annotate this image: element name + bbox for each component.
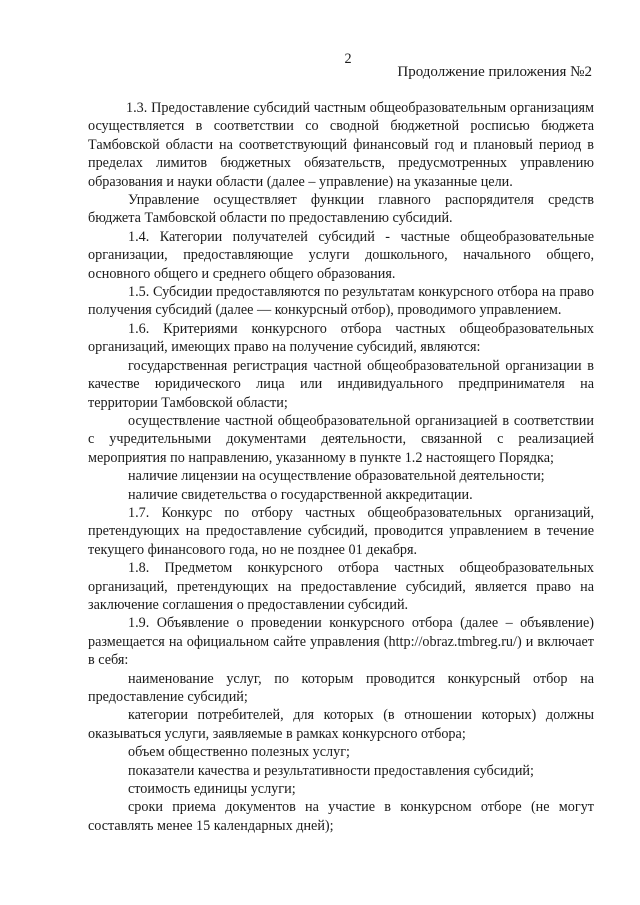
paragraph-1-3: 1.3. Предоставление субсидий частным общеобразовательным организациям осуществляется в соответствии со сводной бюджетной росписью бюджета Тамбовской области на соответствующий финансовый год и плановый период в пределах лимитов бюджетных обязательств, предусмотренных управлению образования и науки области (далее – управление) на указанные цели.: [88, 100, 594, 190]
paragraph-management-functions: Управление осуществляет функции главного распорядителя средств бюджета Тамбовской области по предоставлению субсидий.: [88, 192, 594, 227]
paragraph-1-9: 1.9. Объявление о проведении конкурсного отбора (далее – объявление) размещается на официальном сайте управления (http://obraz.tmbreg.ru/) и включает в себя:: [88, 615, 594, 669]
criterion-activity: осуществление частной общеобразовательной организацией в соответствии с учредительными документами деятельности, связанной с реализацией мероприятия по направлению, указанному в пункте 1.2 настоящего Порядка;: [88, 412, 594, 466]
paragraph-1-4: 1.4. Категории получателей субсидий - частные общеобразовательные организации, предоставляющие услуги дошкольного, начального общего, основного общего и среднего общего образования.: [88, 228, 594, 282]
announcement-item-deadlines: сроки приема документов на участие в конкурсном отборе (не могут составлять менее 15 календарных дней);: [88, 799, 594, 834]
paragraph-1-7: 1.7. Конкурс по отбору частных общеобразовательных организаций, претендующих на предоставление субсидий, проводится управлением в течение текущего финансового года, но не позднее 01 декабря.: [88, 504, 594, 558]
criterion-license: наличие лицензии на осуществление образовательной деятельности;: [128, 468, 545, 485]
announcement-item-indicators: показатели качества и результативности предоставления субсидий;: [128, 762, 534, 779]
criterion-accreditation: наличие свидетельства о государственной аккредитации.: [128, 486, 473, 503]
paragraph-1-8: 1.8. Предметом конкурсного отбора частных общеобразовательных организаций, претендующих на предоставление субсидий, является право на заключение соглашения о предоставлении субсидий.: [88, 560, 594, 613]
document-body: [88, 99, 594, 835]
announcement-item-consumers: категории потребителей, для которых (в отношении которых) должны оказываться услуги, заявляемые в рамках конкурсного отбора;: [88, 707, 594, 742]
page-number: 2: [344, 51, 352, 67]
announcement-item-volume: объем общественно полезных услуг;: [128, 744, 350, 761]
announcement-item-unit-cost: стоимость единицы услуги;: [128, 781, 296, 798]
paragraph-1-5: 1.5. Субсидии предоставляются по результатам конкурсного отбора на право получения субсидий (далее — конкурсный отбор), проводимого управлением.: [88, 284, 594, 319]
paragraph-1-6: 1.6. Критериями конкурсного отбора частных общеобразовательных организаций, имеющих право на получение субсидий, являются:: [88, 320, 594, 356]
appendix-continuation-header: Продолжение приложения №2: [397, 64, 592, 80]
criterion-registration: государственная регистрация частной общеобразовательной организации в качестве юридического лица или индивидуального предпринимателя на территории Тамбовской области;: [88, 357, 594, 411]
announcement-item-services: наименование услуг, по которым проводится конкурсный отбор на предоставление субсидий;: [88, 670, 594, 705]
